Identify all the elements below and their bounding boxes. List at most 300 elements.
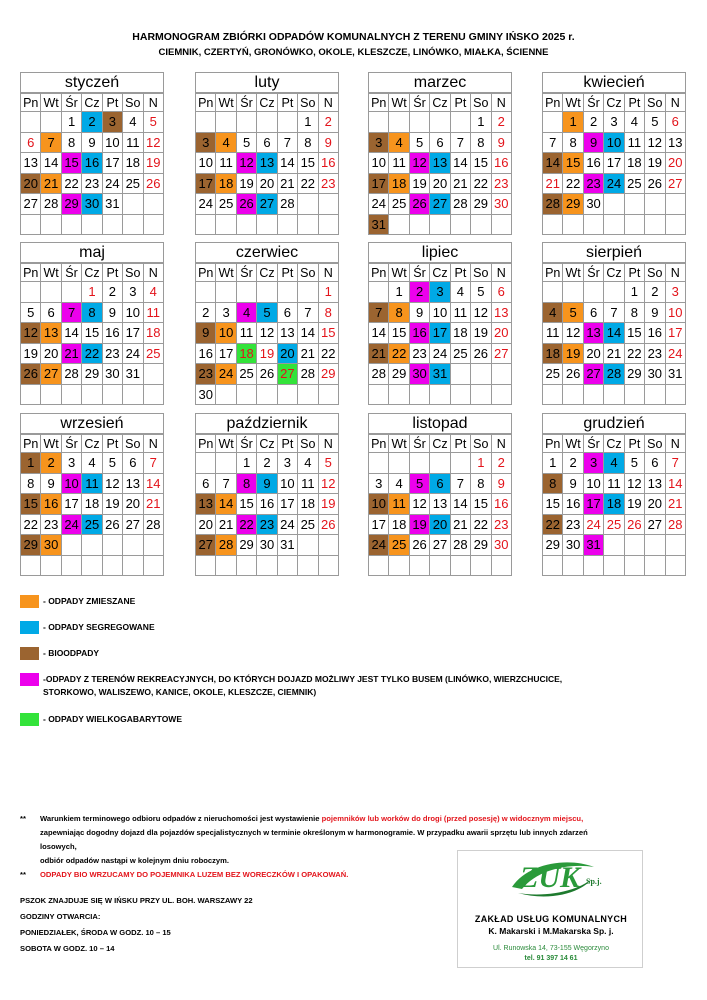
week-row bbox=[21, 194, 164, 215]
day-cell: 31 bbox=[583, 535, 603, 556]
weekday-header: Wt bbox=[41, 264, 61, 282]
weekday-header: Pt bbox=[277, 264, 297, 282]
day-cell: 17 bbox=[369, 173, 389, 194]
day-cell: 10 bbox=[277, 473, 297, 494]
day-cell: 8 bbox=[543, 473, 563, 494]
day-cell: 16 bbox=[41, 494, 61, 515]
day-cell: 4 bbox=[123, 112, 143, 133]
day-cell bbox=[604, 555, 624, 576]
day-cell: 24 bbox=[196, 194, 216, 215]
day-cell: 10 bbox=[665, 302, 685, 323]
day-cell bbox=[563, 282, 583, 303]
note-collection-rules bbox=[20, 812, 620, 826]
week-row bbox=[21, 343, 164, 364]
day-cell bbox=[216, 112, 236, 133]
day-cell bbox=[389, 384, 409, 405]
weekday-header: Wt bbox=[41, 435, 61, 453]
week-row bbox=[369, 214, 512, 235]
weekday-header: Pt bbox=[277, 94, 297, 112]
weekday-header: Pt bbox=[102, 264, 122, 282]
day-cell bbox=[21, 282, 41, 303]
day-cell: 12 bbox=[21, 323, 41, 344]
day-cell: 13 bbox=[491, 302, 511, 323]
day-cell: 17 bbox=[196, 173, 216, 194]
month-name: maj bbox=[20, 242, 164, 263]
legend-swatch-orange bbox=[20, 595, 39, 608]
day-cell: 25 bbox=[298, 514, 318, 535]
day-cell: 28 bbox=[665, 514, 685, 535]
week-row bbox=[543, 173, 686, 194]
legend-item-bulky bbox=[20, 713, 182, 726]
weekday-header: So bbox=[123, 264, 143, 282]
month-calendar bbox=[20, 72, 164, 235]
month-calendar bbox=[368, 72, 512, 235]
weekday-header: Cz bbox=[430, 94, 450, 112]
day-cell: 4 bbox=[236, 302, 256, 323]
month-table bbox=[195, 434, 339, 576]
week-row bbox=[196, 194, 339, 215]
day-cell: 28 bbox=[41, 194, 61, 215]
week-row bbox=[369, 302, 512, 323]
day-cell: 30 bbox=[82, 194, 102, 215]
day-cell bbox=[665, 214, 685, 235]
month-calendar bbox=[542, 242, 686, 405]
day-cell: 7 bbox=[450, 132, 470, 153]
day-cell: 8 bbox=[389, 302, 409, 323]
day-cell: 30 bbox=[196, 384, 216, 405]
day-cell: 19 bbox=[624, 494, 644, 515]
day-cell bbox=[491, 555, 511, 576]
day-cell: 17 bbox=[216, 343, 236, 364]
day-cell bbox=[61, 384, 81, 405]
day-cell: 23 bbox=[583, 173, 603, 194]
day-cell: 17 bbox=[277, 494, 297, 515]
day-cell: 8 bbox=[298, 132, 318, 153]
month-table bbox=[20, 93, 164, 235]
day-cell: 30 bbox=[645, 364, 665, 385]
day-cell: 11 bbox=[604, 473, 624, 494]
day-cell bbox=[563, 214, 583, 235]
day-cell: 16 bbox=[491, 494, 511, 515]
day-cell bbox=[277, 282, 297, 303]
day-cell bbox=[543, 384, 563, 405]
day-cell: 8 bbox=[318, 302, 338, 323]
day-cell bbox=[277, 214, 297, 235]
day-cell: 6 bbox=[196, 473, 216, 494]
day-cell: 22 bbox=[21, 514, 41, 535]
pszok-address: PSZOK ZNAJDUJE SIĘ W IŃSKU PRZY UL. BOH. WARSZAWY 22 bbox=[20, 896, 253, 905]
weekday-header: Pt bbox=[102, 94, 122, 112]
day-cell: 24 bbox=[430, 343, 450, 364]
day-cell: 17 bbox=[369, 514, 389, 535]
day-cell: 15 bbox=[21, 494, 41, 515]
day-cell: 20 bbox=[257, 173, 277, 194]
day-cell: 25 bbox=[389, 535, 409, 556]
day-cell: 27 bbox=[430, 194, 450, 215]
day-cell: 12 bbox=[257, 323, 277, 344]
week-row bbox=[543, 343, 686, 364]
day-cell bbox=[430, 214, 450, 235]
note-bio-text: ODPADY BIO WRZUCAMY DO POJEMNIKA LUZEM BEZ WORECZKÓW I OPAKOWAŃ. bbox=[40, 870, 349, 879]
day-cell: 10 bbox=[196, 153, 216, 174]
day-cell bbox=[491, 214, 511, 235]
day-cell: 18 bbox=[298, 494, 318, 515]
day-cell: 29 bbox=[471, 194, 491, 215]
legend-label: - ODPADY SEGREGOWANE bbox=[43, 622, 155, 632]
pszok-hours-label: GODZINY OTWARCIA: bbox=[20, 912, 101, 921]
day-cell: 8 bbox=[471, 473, 491, 494]
weekday-header: Pt bbox=[450, 264, 470, 282]
day-cell: 24 bbox=[583, 514, 603, 535]
week-row bbox=[369, 323, 512, 344]
week-row bbox=[21, 302, 164, 323]
week-row bbox=[196, 132, 339, 153]
day-cell: 7 bbox=[61, 302, 81, 323]
day-cell: 22 bbox=[624, 343, 644, 364]
day-cell bbox=[143, 194, 163, 215]
day-cell bbox=[216, 282, 236, 303]
weekday-header: Pn bbox=[369, 435, 389, 453]
day-cell bbox=[645, 194, 665, 215]
legend-label: - ODPADY ZMIESZANE bbox=[43, 596, 136, 606]
day-cell: 2 bbox=[491, 112, 511, 133]
day-cell bbox=[236, 555, 256, 576]
weekday-header: Wt bbox=[389, 435, 409, 453]
weekday-header: Pt bbox=[624, 264, 644, 282]
day-cell bbox=[369, 453, 389, 474]
day-cell bbox=[491, 384, 511, 405]
day-cell: 15 bbox=[471, 494, 491, 515]
weekday-header: So bbox=[298, 94, 318, 112]
day-cell: 1 bbox=[471, 112, 491, 133]
weekday-header: So bbox=[123, 435, 143, 453]
day-cell: 10 bbox=[583, 473, 603, 494]
day-cell: 15 bbox=[298, 153, 318, 174]
day-cell: 28 bbox=[277, 194, 297, 215]
day-cell: 15 bbox=[389, 323, 409, 344]
day-cell bbox=[369, 112, 389, 133]
month-calendar bbox=[20, 413, 164, 576]
week-row bbox=[369, 473, 512, 494]
weekday-header: Cz bbox=[604, 94, 624, 112]
day-cell: 21 bbox=[450, 173, 470, 194]
day-cell: 27 bbox=[583, 364, 603, 385]
month-calendar bbox=[195, 242, 339, 405]
weekday-header: Pt bbox=[450, 94, 470, 112]
day-cell bbox=[409, 214, 429, 235]
week-row bbox=[543, 514, 686, 535]
day-cell: 15 bbox=[82, 323, 102, 344]
day-cell bbox=[665, 535, 685, 556]
month-table bbox=[20, 263, 164, 405]
day-cell: 6 bbox=[583, 302, 603, 323]
day-cell: 20 bbox=[430, 514, 450, 535]
day-cell bbox=[41, 112, 61, 133]
day-cell bbox=[409, 384, 429, 405]
day-cell bbox=[645, 535, 665, 556]
day-cell: 18 bbox=[389, 514, 409, 535]
note-highlight: pojemników lub worków do drogi (przed posesję) w widocznym miejscu, bbox=[321, 814, 584, 823]
day-cell bbox=[82, 535, 102, 556]
weekday-header: Wt bbox=[216, 435, 236, 453]
day-cell: 20 bbox=[21, 173, 41, 194]
day-cell: 23 bbox=[318, 173, 338, 194]
day-cell: 29 bbox=[318, 364, 338, 385]
day-cell bbox=[236, 112, 256, 133]
day-cell bbox=[102, 214, 122, 235]
day-cell: 12 bbox=[563, 323, 583, 344]
day-cell: 23 bbox=[82, 173, 102, 194]
day-cell bbox=[216, 214, 236, 235]
day-cell bbox=[583, 282, 603, 303]
day-cell: 22 bbox=[543, 514, 563, 535]
day-cell: 24 bbox=[61, 514, 81, 535]
day-cell: 1 bbox=[624, 282, 644, 303]
weekday-header: Śr bbox=[583, 435, 603, 453]
day-cell bbox=[143, 214, 163, 235]
day-cell: 1 bbox=[21, 453, 41, 474]
logo-suffix: Sp.j. bbox=[586, 877, 602, 886]
day-cell: 19 bbox=[471, 323, 491, 344]
weekday-header: N bbox=[143, 435, 163, 453]
day-cell: 16 bbox=[318, 153, 338, 174]
day-cell bbox=[196, 214, 216, 235]
week-row bbox=[369, 343, 512, 364]
day-cell: 4 bbox=[624, 112, 644, 133]
day-cell: 28 bbox=[216, 535, 236, 556]
day-cell: 14 bbox=[298, 323, 318, 344]
month-name: grudzień bbox=[542, 413, 686, 434]
day-cell: 9 bbox=[563, 473, 583, 494]
day-cell: 4 bbox=[450, 282, 470, 303]
weekday-header: Śr bbox=[61, 94, 81, 112]
day-cell: 1 bbox=[236, 453, 256, 474]
week-row bbox=[196, 514, 339, 535]
day-cell: 12 bbox=[102, 473, 122, 494]
day-cell bbox=[624, 384, 644, 405]
day-cell: 5 bbox=[409, 132, 429, 153]
weekday-header: N bbox=[143, 264, 163, 282]
day-cell: 22 bbox=[82, 343, 102, 364]
weekday-header-row bbox=[196, 264, 339, 282]
weekday-header: So bbox=[471, 435, 491, 453]
day-cell: 5 bbox=[143, 112, 163, 133]
day-cell: 13 bbox=[430, 153, 450, 174]
day-cell: 6 bbox=[491, 282, 511, 303]
day-cell: 3 bbox=[369, 132, 389, 153]
weekday-header: Pt bbox=[624, 94, 644, 112]
day-cell: 13 bbox=[123, 473, 143, 494]
month-name: listopad bbox=[368, 413, 512, 434]
weekday-header: N bbox=[318, 435, 338, 453]
day-cell: 20 bbox=[583, 343, 603, 364]
week-row bbox=[21, 555, 164, 576]
day-cell: 29 bbox=[563, 194, 583, 215]
day-cell: 2 bbox=[102, 282, 122, 303]
day-cell: 21 bbox=[143, 494, 163, 515]
day-cell: 23 bbox=[645, 343, 665, 364]
day-cell: 15 bbox=[236, 494, 256, 515]
day-cell: 2 bbox=[196, 302, 216, 323]
day-cell: 1 bbox=[61, 112, 81, 133]
day-cell: 8 bbox=[21, 473, 41, 494]
day-cell: 28 bbox=[143, 514, 163, 535]
day-cell: 24 bbox=[604, 173, 624, 194]
week-row bbox=[369, 112, 512, 133]
day-cell: 24 bbox=[123, 343, 143, 364]
weekday-header: Pt bbox=[102, 435, 122, 453]
day-cell: 26 bbox=[318, 514, 338, 535]
weekday-header: Pn bbox=[21, 264, 41, 282]
day-cell: 20 bbox=[123, 494, 143, 515]
day-cell: 6 bbox=[430, 132, 450, 153]
week-row bbox=[196, 112, 339, 133]
day-cell: 10 bbox=[216, 323, 236, 344]
day-cell bbox=[41, 384, 61, 405]
day-cell: 6 bbox=[123, 453, 143, 474]
day-cell: 4 bbox=[389, 132, 409, 153]
weekday-header: Śr bbox=[409, 435, 429, 453]
day-cell: 29 bbox=[543, 535, 563, 556]
day-cell bbox=[450, 364, 470, 385]
day-cell: 11 bbox=[236, 323, 256, 344]
week-row bbox=[21, 473, 164, 494]
weekday-header: N bbox=[665, 264, 685, 282]
weekday-header: Cz bbox=[604, 264, 624, 282]
pszok-hours-saturday: SOBOTA W GODZ. 10 – 14 bbox=[20, 944, 115, 953]
weekday-header: Cz bbox=[257, 435, 277, 453]
day-cell: 30 bbox=[583, 194, 603, 215]
day-cell bbox=[665, 384, 685, 405]
weekday-header-row bbox=[543, 435, 686, 453]
day-cell: 17 bbox=[430, 323, 450, 344]
day-cell: 16 bbox=[82, 153, 102, 174]
day-cell bbox=[123, 555, 143, 576]
day-cell bbox=[102, 555, 122, 576]
day-cell bbox=[389, 555, 409, 576]
month-table bbox=[195, 93, 339, 235]
day-cell: 7 bbox=[604, 302, 624, 323]
day-cell: 13 bbox=[665, 132, 685, 153]
weekday-header: Pn bbox=[369, 94, 389, 112]
day-cell: 15 bbox=[563, 153, 583, 174]
weekday-header: N bbox=[318, 264, 338, 282]
day-cell: 4 bbox=[216, 132, 236, 153]
day-cell: 3 bbox=[583, 453, 603, 474]
day-cell bbox=[543, 112, 563, 133]
day-cell: 26 bbox=[624, 514, 644, 535]
page-title: HARMONOGRAM ZBIÓRKI ODPADÓW KOMUNALNYCH Z TERENU GMINY IŃSKO 2025 r. bbox=[132, 31, 575, 43]
day-cell bbox=[369, 384, 389, 405]
week-row bbox=[21, 364, 164, 385]
day-cell bbox=[298, 384, 318, 405]
day-cell: 31 bbox=[430, 364, 450, 385]
week-row bbox=[543, 555, 686, 576]
week-row bbox=[543, 214, 686, 235]
day-cell: 14 bbox=[450, 153, 470, 174]
day-cell: 5 bbox=[318, 453, 338, 474]
weekday-header: So bbox=[471, 264, 491, 282]
day-cell: 4 bbox=[604, 453, 624, 474]
weekday-header-row bbox=[21, 264, 164, 282]
day-cell: 27 bbox=[21, 194, 41, 215]
day-cell: 4 bbox=[298, 453, 318, 474]
day-cell: 6 bbox=[430, 473, 450, 494]
week-row bbox=[543, 112, 686, 133]
day-cell: 13 bbox=[430, 494, 450, 515]
document-header bbox=[0, 30, 707, 59]
day-cell: 23 bbox=[409, 343, 429, 364]
day-cell: 9 bbox=[583, 132, 603, 153]
weekday-header: N bbox=[665, 435, 685, 453]
day-cell bbox=[61, 214, 81, 235]
day-cell: 2 bbox=[645, 282, 665, 303]
day-cell: 5 bbox=[257, 302, 277, 323]
day-cell bbox=[450, 112, 470, 133]
day-cell: 25 bbox=[604, 514, 624, 535]
day-cell: 1 bbox=[318, 282, 338, 303]
day-cell: 11 bbox=[389, 494, 409, 515]
day-cell bbox=[543, 282, 563, 303]
day-cell: 22 bbox=[318, 343, 338, 364]
weekday-header: Pt bbox=[450, 435, 470, 453]
day-cell: 21 bbox=[298, 343, 318, 364]
day-cell: 14 bbox=[543, 153, 563, 174]
day-cell: 14 bbox=[604, 323, 624, 344]
day-cell: 29 bbox=[61, 194, 81, 215]
day-cell: 15 bbox=[543, 494, 563, 515]
note-asterisk: ** bbox=[20, 870, 26, 879]
day-cell bbox=[563, 384, 583, 405]
day-cell bbox=[82, 384, 102, 405]
day-cell bbox=[298, 214, 318, 235]
day-cell: 14 bbox=[369, 323, 389, 344]
weekday-header: Cz bbox=[257, 94, 277, 112]
day-cell: 11 bbox=[82, 473, 102, 494]
day-cell: 1 bbox=[563, 112, 583, 133]
day-cell: 11 bbox=[624, 132, 644, 153]
legend-item-recreational bbox=[20, 673, 562, 699]
day-cell: 10 bbox=[369, 494, 389, 515]
day-cell bbox=[471, 555, 491, 576]
day-cell: 3 bbox=[61, 453, 81, 474]
day-cell bbox=[665, 555, 685, 576]
day-cell bbox=[298, 555, 318, 576]
day-cell: 8 bbox=[471, 132, 491, 153]
day-cell: 21 bbox=[61, 343, 81, 364]
day-cell bbox=[604, 535, 624, 556]
day-cell bbox=[389, 453, 409, 474]
day-cell bbox=[61, 555, 81, 576]
day-cell: 22 bbox=[298, 173, 318, 194]
week-row bbox=[543, 494, 686, 515]
day-cell bbox=[277, 384, 297, 405]
day-cell: 23 bbox=[257, 514, 277, 535]
day-cell bbox=[143, 384, 163, 405]
day-cell: 9 bbox=[409, 302, 429, 323]
page-subtitle: CIEMNIK, CZERTYŃ, GRONÓWKO, OKOLE, KLESZCZE, LINÓWKO, MIAŁKA, ŚCIENNE bbox=[158, 47, 549, 58]
week-row bbox=[196, 384, 339, 405]
week-row bbox=[196, 453, 339, 474]
month-calendar bbox=[195, 413, 339, 576]
weekday-header: So bbox=[645, 264, 665, 282]
day-cell: 10 bbox=[123, 302, 143, 323]
day-cell: 18 bbox=[624, 153, 644, 174]
note-text bbox=[40, 812, 583, 826]
weekday-header: Śr bbox=[236, 264, 256, 282]
week-row bbox=[369, 555, 512, 576]
day-cell: 4 bbox=[389, 473, 409, 494]
